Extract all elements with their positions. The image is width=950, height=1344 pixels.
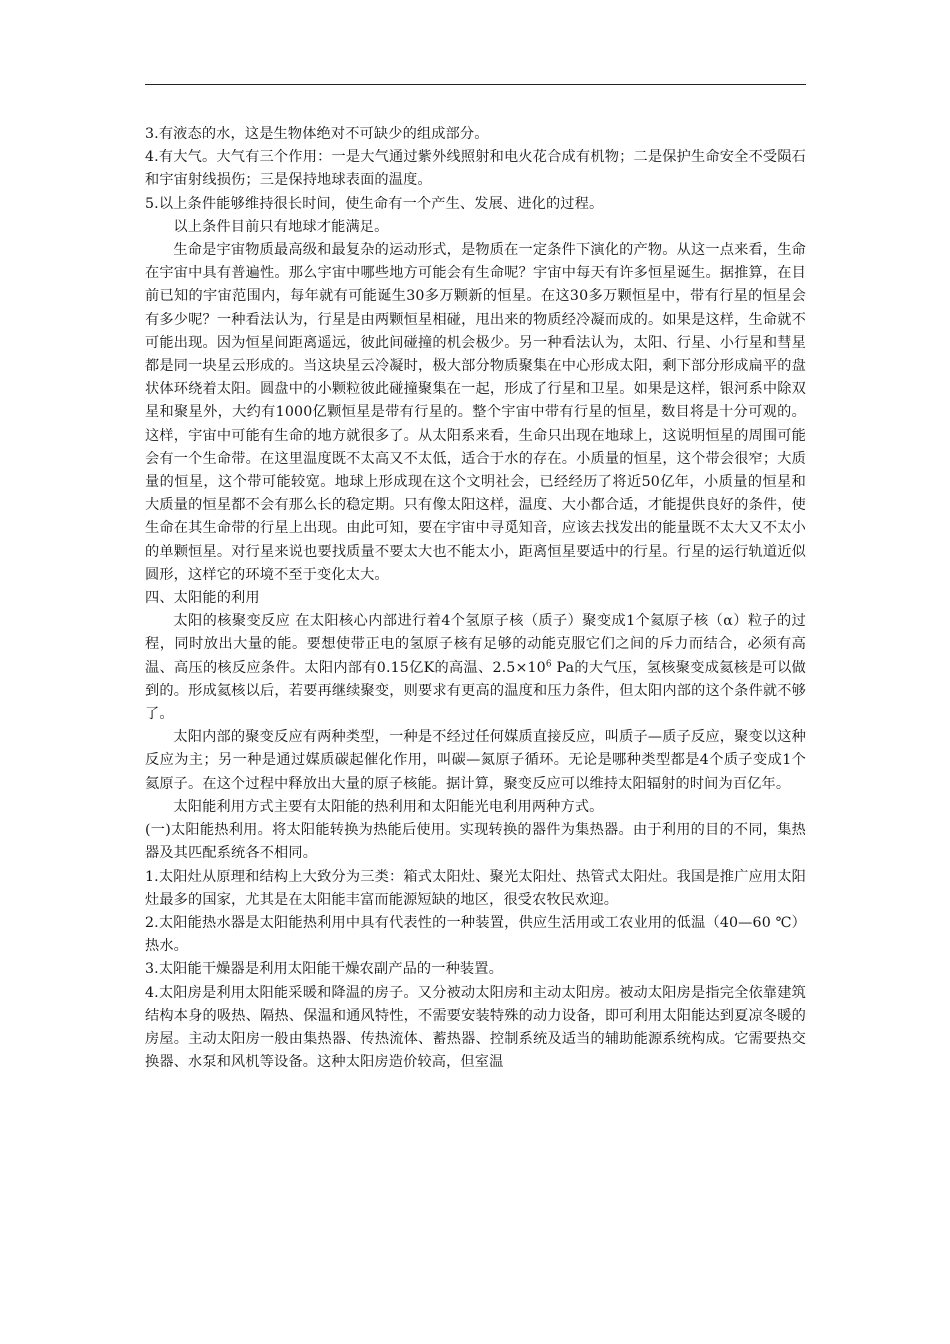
paragraph-life-in-universe: 生命是宇宙物质最高级和最复杂的运动形式，是物质在一定条件下演化的产物。从这一点来看，生命在宇宙中具有普遍性。那么宇宙中哪些地方可能会有生命呢？宇宙中每天有许多恒星诞生。据推算，在目前已知的宇宙范围内，每年就有可能诞生30多万颗新的恒星。在这30多万颗恒星中，带有行星的恒星会有多少呢？一种看法认为，行星是由两颗恒星相碰，甩出来的物质经冷凝而成的。如果是这样，生命就不可能出现。因为恒星间距离遥远，彼此间碰撞的机会极少。另一种看法认为，太阳、行星、小行星和彗星都是同一块星云形成的。当这块星云冷凝时，极大部分物质聚集在中心形成太阳，剩下部分形成扁平的盘状体环绕着太阳。圆盘中的小颗粒彼此碰撞聚集在一起，形成了行星和卫星。如果是这样，银河系中除双星和聚星外，大约有1000亿颗恒星是带有行星的。整个宇宙中带有行星的恒星，数目将是十分可观的。这样，宇宙中可能有生命的地方就很多了。从太阳系来看，生命只出现在地球上，这说明恒星的周围可能会有一个生命带。在这里温度既不太高又不太低，适合于水的存在。小质量的恒星，这个带会很窄；大质量的恒星，这个带可能较宽。地球上形成现在这个文明社会，已经经历了将近50亿年，小质量的恒星和大质量的恒星都不会有那么长的稳定期。只有像太阳这样，温度、大小都合适，才能提供良好的条件，使生命在其生命带的行星上出现。由此可知，要在宇宙中寻觅知音，应该去找发出的能量既不太大又不太小的单颗恒星。对行星来说也要找质量不要太大也不能太小，距离恒星要适中的行星。行星的运行轨道近似圆形，这样它的环境不至于变化太大。	[145, 242, 806, 583]
section-heading-solar-energy-use: 四、太阳能的利用	[145, 590, 260, 607]
fusion-text-part-1: 太阳的核聚变反应 在太阳核心内部进行着4个氢原子核（质子）聚变成1个氦原子核（α）粒子的过程，同时放出大量的能。要想使带正电的氢原子核有足够的动能克服它们之间的斥力而结合，必须有高温、高压的核反应条件。太阳内部有0.15亿K的高温、2.5×10	[145, 613, 806, 676]
fusion-exponent: 6	[545, 658, 552, 669]
header-rule	[145, 84, 806, 85]
fusion-text-part-2: Pa的大气压，氢核聚变成氦核是可以做到的。形成氦核以后，若要再继续聚变，则要求有更高的温度和压力条件，但太阳内部的这个条件就不够了。	[145, 659, 807, 723]
paragraph-only-earth: 以上条件目前只有地球才能满足。	[173, 218, 389, 235]
paragraph-thermal-utilization: (一)太阳能热利用。将太阳能转换为热能后使用。实现转换的器件为集热器。由于利用的目的不同，集热器及其匹配系统各不相同。	[145, 822, 806, 862]
paragraph-long-duration: 5.以上条件能够维持很长时间，使生命有一个产生、发展、进化的过程。	[145, 195, 604, 212]
paragraph-solar-cooker: 1.太阳灶从原理和结构上大致分为三类：箱式太阳灶、聚光太阳灶、热管式太阳灶。我国是推广应用太阳灶最多的国家，尤其是在太阳能丰富而能源短缺的地区，很受农牧民欢迎。	[145, 868, 806, 908]
paragraph-nuclear-fusion	[145, 610, 806, 726]
paragraph-atmosphere: 4.有大气。大气有三个作用：一是大气通过紫外线照射和电火花合成有机物；二是保护生命安全不受陨石和宇宙射线损伤；三是保持地球表面的温度。	[145, 149, 806, 189]
paragraph-solar-house: 4.太阳房是利用太阳能采暖和降温的房子。又分被动太阳房和主动太阳房。被动太阳房是指完全依靠建筑结构本身的吸热、隔热、保温和通风特性，不需要安装特殊的动力设备，即可利用太阳能达到夏凉冬暖的房屋。主动太阳房一般由集热器、传热流体、蓄热器、控制系统及适当的辅助能源系统构成。它需要热交换器、水泵和风机等设备。这种太阳房造价较高，但室温	[145, 984, 806, 1071]
paragraph-liquid-water: 3.有液态的水，这是生物体绝对不可缺少的组成部分。	[145, 126, 489, 142]
paragraph-solar-dryer: 3.太阳能干燥器是利用太阳能干燥农副产品的一种装置。	[145, 961, 503, 978]
document-body	[145, 123, 806, 1074]
paragraph-fusion-types: 太阳内部的聚变反应有两种类型，一种是不经过任何媒质直接反应，叫质子—质子反应，聚变以这种反应为主；另一种是通过媒质碳起催化作用，叫碳—氮原子循环。无论是哪种类型都是4个质子变成1个氦原子。在这个过程中释放出大量的原子核能。据计算，聚变反应可以维持太阳辐射的时间为百亿年。	[145, 729, 806, 792]
paragraph-solar-water-heater: 2.太阳能热水器是太阳能热利用中具有代表性的一种装置，供应生活用或工农业用的低温（40—60 ℃）热水。	[145, 914, 806, 955]
paragraph-utilization-methods: 太阳能利用方式主要有太阳能的热利用和太阳能光电利用两种方式。	[173, 798, 604, 815]
